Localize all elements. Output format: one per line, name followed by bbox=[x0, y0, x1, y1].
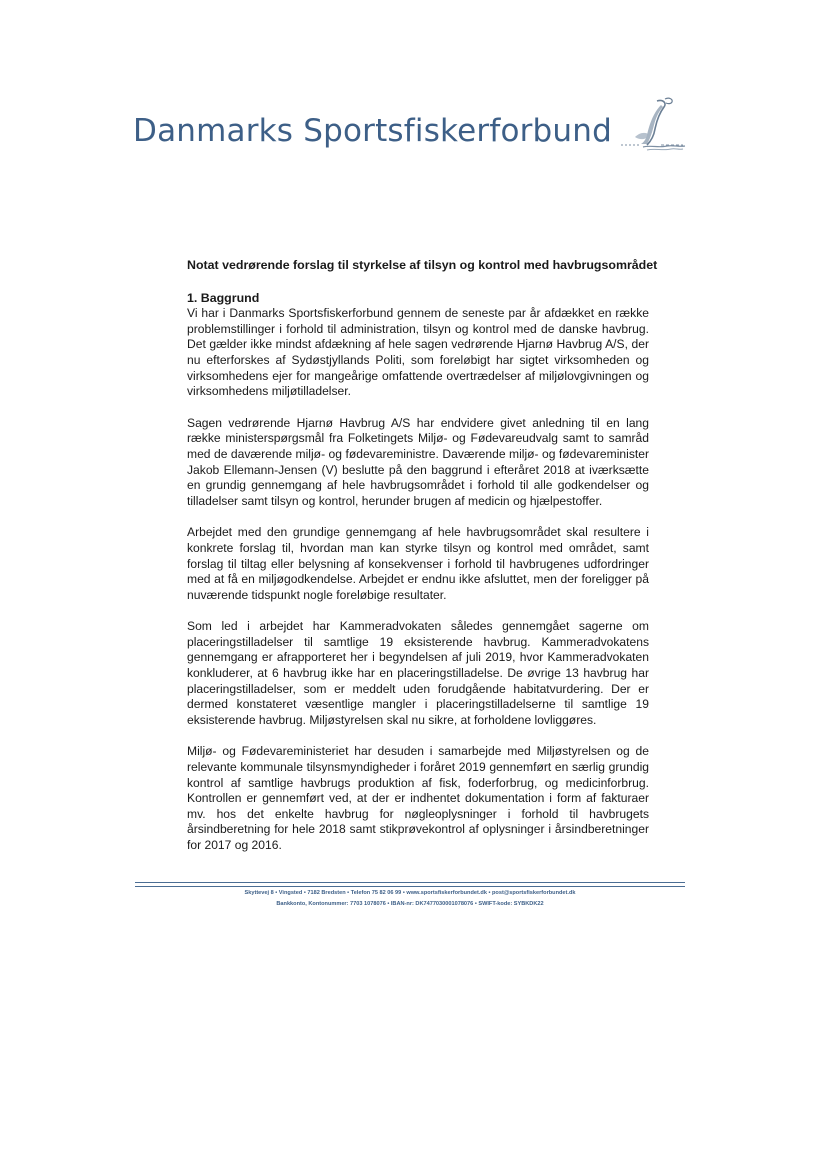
footer-divider bbox=[135, 886, 685, 887]
footer-divider bbox=[135, 882, 685, 883]
paragraph: Miljø- og Fødevareministeriet har desuden i samarbejde med Miljøstyrelsen og de relevante kommunale tilsynsmyndigheder i foråret 2019 gennemført en særlig grundig kontrol af samtlige havbrugs produktion af fisk, foderforbrug, og medicinforbrug. Kontrollen er gennemført ved, at der er indhentet dokumentation i form af fakturaer mv. hos det enkelte havbrug for nøgleoplysninger i forhold til havbrugets årsindberetning for hele 2018 samt stikprøvekontrol af oplysninger i årsindberetninger for 2017 og 2016. bbox=[187, 744, 649, 852]
letterhead bbox=[133, 95, 693, 165]
footer-contact-line: Skyttevej 8 • Vingsted • 7182 Bredsten • Telefon 75 82 06 99 • www.sportsfiskerforbundet.dk • post@sportsfiskerforbundet.dk bbox=[244, 890, 576, 896]
paragraph: Som led i arbejdet har Kammeradvokaten således gennemgået sagerne om placeringstilladelser til samtlige 19 eksisterende havbrug. Kammeradvokatens gennemgang er afrapporteret her i begyndelsen af juli 2019, hvor Kammeradvokaten konkluderer, at 6 havbrug ikke har en placeringstilladelse. De øvrige 13 havbrug har placeringstilladelser, som er meddelt uden forudgående habitatvurdering. Der er dermed konstateret væsentlige mangler i placeringstilladelserne til samtlige 19 eksisterende havbrug. Miljøstyrelsen skal nu sikre, at forholdene lovliggøres. bbox=[187, 619, 649, 727]
section-heading: 1. Baggrund bbox=[187, 290, 260, 305]
paragraph: Vi har i Danmarks Sportsfiskerforbund gennem de seneste par år afdækket en række problemstillinger i forhold til administration, tilsyn og kontrol med de danske havbrug. Det gælder ikke mindst afdækning af hele sagen vedrørende Hjarnø Havbrug A/S, der nu efterforskes af Sydøstjyllands Politi, som foreløbigt har sigtet virksomheden og virksomhedens ejer for mangeårige omfattende overtrædelser af miljølovgivningen og virksomhedens miljøtilladelser. bbox=[187, 306, 649, 399]
angler-logo-icon bbox=[617, 95, 689, 155]
memo-body bbox=[187, 258, 658, 870]
paragraph: Arbejdet med den grundige gennemgang af hele havbrugsområdet skal resultere i konkrete forslag til, hvordan man kan styrke tilsyn og kontrol med området, samt forslag til tiltag eller belysning af konsekvenser i forhold til havbrugenes udfordringer med at få en miljøgodkendelse. Arbejdet er endnu ikke afsluttet, men der foreligger på nuværende tidspunkt nogle foreløbige resultater. bbox=[187, 525, 649, 602]
paragraph: Sagen vedrørende Hjarnø Havbrug A/S har endvidere givet anledning til en lang række ministerspørgsmål fra Folketingets Miljø- og Fødevareudvalg samt to samråd med de daværende miljø- og fødevareministre. Daværende miljø- og fødevareminister Jakob Ellemann-Jensen (V) beslutte på den baggrund i efteråret 2018 at iværksætte en grundig gennemgang af hele havbrugsområdet i forhold til alle godkendelser og tilladelser samt tilsyn og kontrol, herunder brugen af medicin og hjælpestoffer. bbox=[187, 415, 649, 508]
document-title: Notat vedrørende forslag til styrkelse af tilsyn og kontrol med havbrugsområdet bbox=[187, 258, 658, 272]
organization-name: Danmarks Sportsfiskerforbund bbox=[133, 113, 613, 149]
footer-bank-line: Bankkonto, Kontonummer: 7703 1078076 • IBAN-nr: DK7477030001078076 • SWIFT-kode: SYBKDK22 bbox=[276, 901, 544, 907]
